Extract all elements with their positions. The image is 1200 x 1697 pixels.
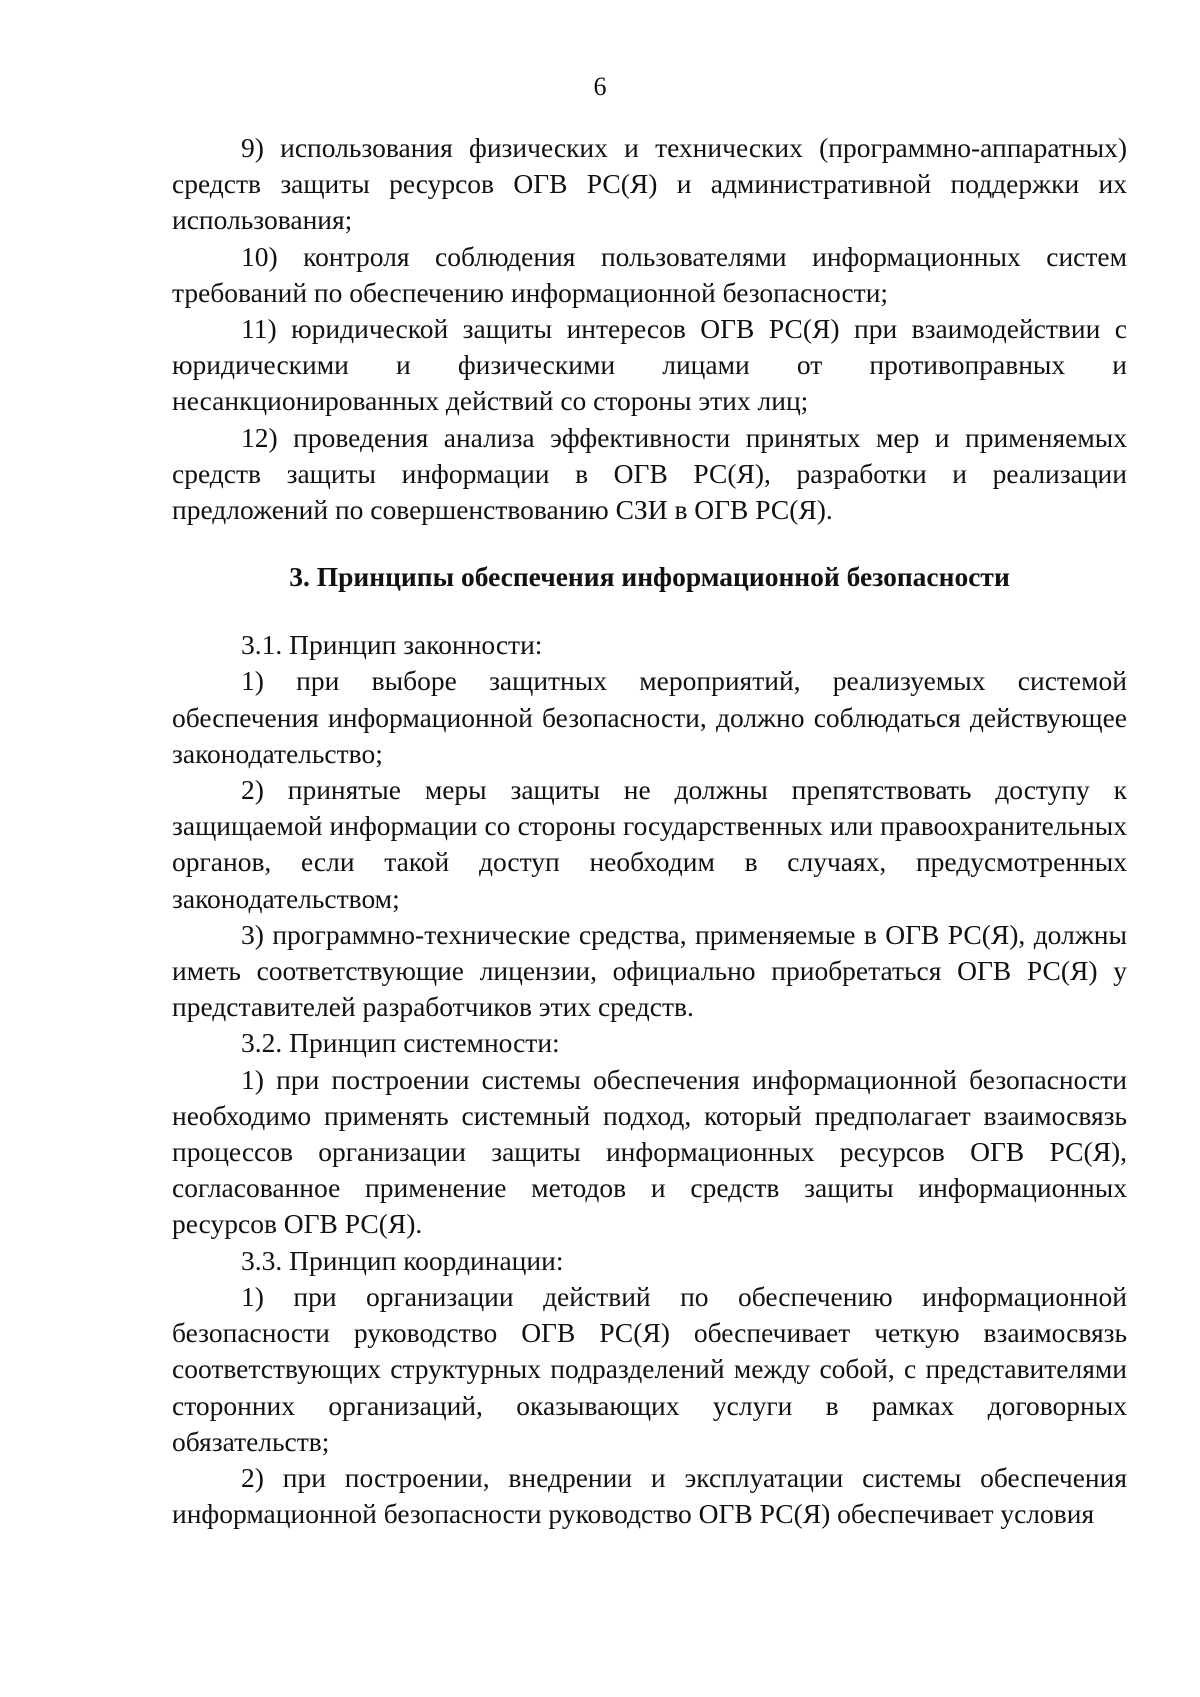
legality-item-1: 1) при выборе защитных мероприятий, реализуемых системой обеспечения информационной безопасности, должно соблюдаться действующее законодательство; [172,665,1127,769]
list-item-9: 9) использования физических и технических (программно-аппаратных) средств защиты ресурсов ОГВ РС(Я) и административной поддержки их использования; [172,132,1127,236]
list-item-11: 11) юридической защиты интересов ОГВ РС(Я) при взаимодействии с юридическими и физическими лицами от противоправных и несанкционированных действий со стороны этих лиц; [172,313,1127,417]
legality-item-2: 2) принятые меры защиты не должны препятствовать доступу к защищаемой информации со стороны государственных или правоохранительных органов, если такой доступ необходим в случаях, предусмотренных законодательством; [172,774,1127,914]
page-number: 6 [593,72,607,101]
coordination-item-1: 1) при организации действий по обеспечению информационной безопасности руководство ОГВ РС(Я) обеспечивает четкую взаимосвязь соответствующих структурных подразделений между собой, с представителями сторонних организаций, оказывающих услуги в рамках договорных обязательств; [172,1280,1127,1457]
coordination-item-2: 2) при построении, внедрении и эксплуатации системы обеспечения информационной безопасности руководство ОГВ РС(Я) обеспечивает условия [172,1461,1127,1530]
subsection-title-systemicity: 3.2. Принцип системности: [241,1027,560,1059]
subsection-title-legality: 3.1. Принцип законности: [241,629,543,661]
systemicity-item-1: 1) при построении системы обеспечения информационной безопасности необходимо применять системный подход, который предполагает взаимосвязь процессов организации защиты информационных ресурсов ОГВ РС(Я), согласованное применение методов и средств защиты информационных ресурсов ОГВ РС(Я). [172,1063,1127,1240]
document-body [172,130,1127,1532]
legality-item-3: 3) программно-технические средства, применяемые в ОГВ РС(Я), должны иметь соответствующие лицензии, официально приобретаться ОГВ РС(Я) у представителей разработчиков этих средств. [172,918,1127,1023]
subsection-title-coordination: 3.3. Принцип координации: [241,1244,564,1276]
section-heading: 3. Принципы обеспечения информационной безопасности [289,561,1010,593]
list-item-10: 10) контроля соблюдения пользователями информационных систем требований по обеспечению информационной безопасности; [172,240,1127,308]
list-item-12: 12) проведения анализа эффективности принятых мер и применяемых средств защиты информации в ОГВ РС(Я), разработки и реализации предложений по совершенствованию СЗИ в ОГВ РС(Я). [172,421,1127,526]
